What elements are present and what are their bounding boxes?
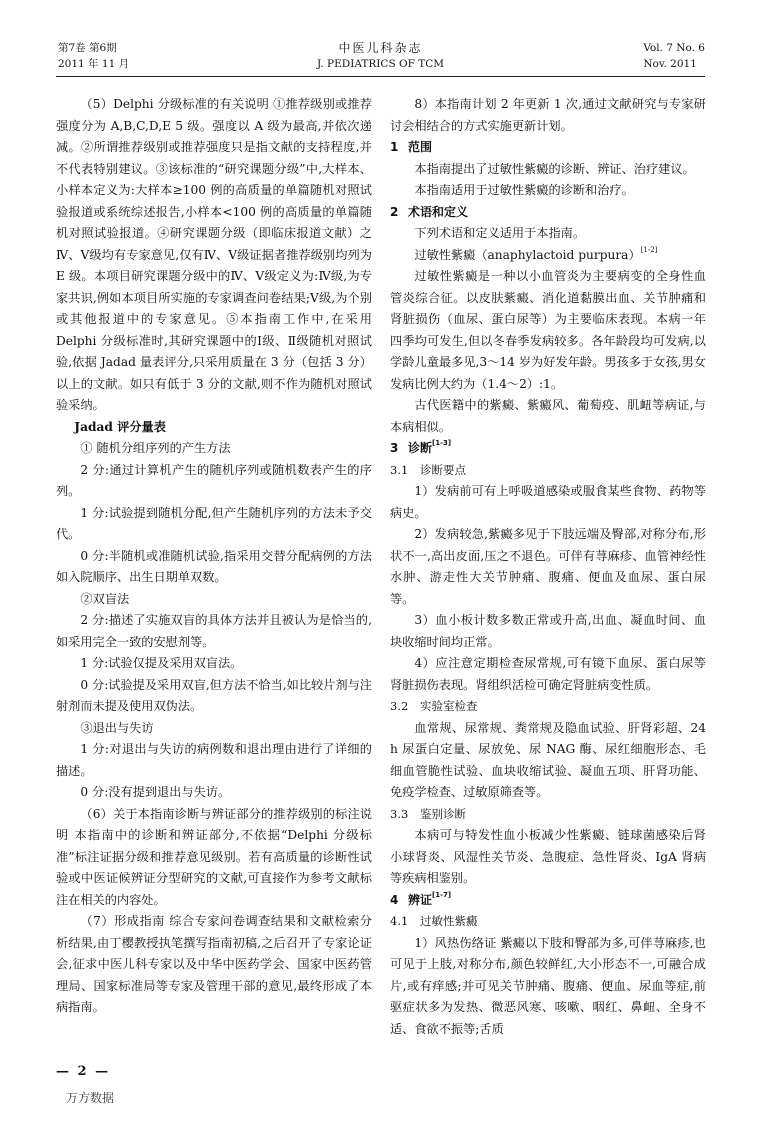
paragraph-update-plan: 8）本指南计划 2 年更新 1 次,通过文献研究与专家研讨会相结合的方式实施更新计划。 [390, 97, 706, 133]
subsection-number: 4.1 [390, 914, 409, 928]
section-number: 4 [390, 892, 399, 907]
subsection-heading-differential [390, 804, 706, 826]
section-number: 3 [390, 441, 399, 455]
jadad-item-3-score-0: 0 分:没有提到退出与失访。 [80, 785, 231, 799]
term-definition-heading [390, 245, 706, 267]
section-citation: [1-7] [432, 890, 452, 899]
paragraph-guideline-formation: （7）形成指南 综合专家问卷调查结果和文献检索分析结果,由丁樱教授执笔撰写指南初稿,之后召开了专家论证会,征求中医儿科专家以及中华中医药学会、国家中医药管理局、国家标准局等专家及管理干部的意见,最终形成了本病指南。 [56, 914, 372, 1014]
section-citation: [1-3] [432, 439, 452, 447]
jadad-scale-title: Jadad 评分量表 [74, 419, 166, 434]
subsection-title: 过敏性紫癜 [420, 914, 478, 928]
subsection-heading-allergic-purpura [390, 911, 706, 933]
jadad-item-1-score-2: 2 分:通过计算机产生的随机序列或随机数表产生的序列。 [56, 462, 372, 498]
section-title: 诊断 [408, 441, 433, 455]
subsection-number: 3.3 [390, 806, 409, 821]
section-heading-diagnosis [390, 438, 706, 460]
issue-date: 2011 年 11 月 [58, 58, 130, 70]
terms-paragraph-1: 下列术语和定义适用于本指南。 [414, 226, 586, 240]
subsection-title: 鉴别诊断 [420, 806, 466, 821]
section-heading-terms [390, 202, 706, 224]
terms-paragraph-3: 古代医籍中的紫癜、紫癜风、葡萄疫、肌衄等病证,与本病相似。 [390, 398, 706, 434]
source-watermark: 万方数据 [66, 1091, 115, 1105]
volume-issue: 第7卷 第6期 [58, 42, 117, 54]
section-title: 辨证 [408, 892, 433, 907]
diagnosis-point-3: 3）血小板计数多数正常或升高,出血、凝血时间、血块收缩时间均正常。 [390, 613, 706, 649]
header-rule [56, 76, 705, 77]
term-citation: [1-2] [640, 245, 658, 254]
page-number: — 2 — [56, 1064, 111, 1079]
jadad-item-2: ②双盲法 [80, 591, 130, 606]
diagnosis-point-1: 1）发病前可有上呼吸道感染或服食某些食物、药物等病史。 [390, 484, 706, 520]
scope-paragraph-1: 本指南提出了过敏性紫癜的诊断、辨证、治疗建议。 [414, 161, 695, 176]
section-number: 2 [390, 204, 399, 219]
section-title: 范围 [408, 140, 433, 154]
subsection-number: 3.1 [390, 462, 409, 477]
subsection-title: 实验室检查 [420, 699, 478, 713]
paragraph-diagnosis-grading-note: （6）关于本指南诊断与辨证部分的推荐级别的标注说明 本指南中的诊断和辨证部分,不依据“Delphi 分级标准”标注证据分级和推荐意见级别。若有高质量的诊断性试验或中医证候辨证分型研究的文献,可直接作为参考文献标注在相关的内容处。 [56, 806, 372, 907]
subsection-heading-diagnosis-points [390, 460, 706, 482]
right-column [390, 94, 706, 1040]
jadad-item-2-score-0: 0 分:试验提及采用双盲,但方法不恰当,如比较片剂与注射剂而未提及使用双伪法。 [56, 677, 372, 713]
diagnosis-point-2: 2）发病较急,紫癜多见于下肢远端及臀部,对称分布,形状不一,高出皮面,压之不退色。可伴有荨麻疹、血管神经性水肿、游走性大关节肿痛、腹痛、便血及血尿、蛋白尿等。 [390, 527, 706, 606]
issue-date-en: Nov. 2011 [643, 58, 697, 70]
jadad-item-3: ③退出与失访 [80, 720, 154, 735]
syndrome-wind-heat-paragraph: 1）风热伤络证 紫癜以下肢和臀部为多,可伴荨麻疹,也可见于上肢,对称分布,颜色较鲜红,大小形态不一,可融合成片,或有痒感;并可见关节肿痛、腹痛、便血、尿血等症,前驱症状多为发热、微恶风寒、咳嗽、咽红、鼻衄、全身不适、食欲不振等;舌质 [390, 935, 706, 1036]
jadad-item-1-score-0: 0 分:半随机或准随机试验,指采用交替分配病例的方法如入院顺序、出生日期单双数。 [56, 548, 372, 584]
differential-diagnosis-paragraph: 本病可与特发性血小板减少性紫癜、链球菌感染后肾小球肾炎、风湿性关节炎、急腹症、急性肾炎、IgA 肾病等疾病相鉴别。 [390, 828, 706, 885]
journal-title-cn: 中医儿科杂志 [338, 41, 423, 55]
section-heading-scope [390, 137, 706, 159]
subsection-title: 诊断要点 [420, 462, 466, 477]
journal-issue-info-en [643, 40, 705, 72]
section-number: 1 [390, 140, 399, 154]
jadad-item-2-score-2: 2 分:描述了实施双盲的具体方法并且被认为是恰当的,如采用完全一致的安慰剂等。 [56, 613, 372, 649]
jadad-item-1-score-1: 1 分:试验提到随机分配,但产生随机序列的方法未予交代。 [56, 505, 372, 541]
terms-paragraph-2: 过敏性紫癜是一种以小血管炎为主要病变的全身性血管炎综合征。以皮肤紫癜、消化道黏膜出血、关节肿痛和肾脏损伤（血尿、蛋白尿等）为主要临床表现。本病一年四季均可发生,但以冬春季发病较多。各年龄段均可发病,以学龄儿童最多见,3～14 岁为好发年龄。男孩多于女孩,男女发病比例大约为（1.4～2）:1。 [390, 269, 706, 391]
diagnosis-point-4: 4）应注意定期检查尿常规,可有镜下血尿、蛋白尿等肾脏损伤表现。肾组织活检可确定肾脏病变性质。 [390, 656, 706, 692]
jadad-item-3-score-1: 1 分:对退出与失访的病例数和退出理由进行了详细的描述。 [56, 742, 372, 778]
subsection-heading-lab-tests [390, 696, 706, 718]
jadad-item-2-score-1: 1 分:试验仅提及采用双盲法。 [80, 656, 243, 670]
scope-paragraph-2: 本指南适用于过敏性紫癜的诊断和治疗。 [414, 183, 634, 197]
term-name: 过敏性紫癜（anaphylactoid purpura） [414, 247, 641, 262]
jadad-item-1: ① 随机分组序列的产生方法 [80, 441, 231, 455]
lab-tests-paragraph: 血常规、尿常规、粪常规及隐血试验、肝肾彩超、24 h 尿蛋白定量、尿放免、尿 NAG 酶、尿红细胞形态、毛细血管脆性试验、血块收缩试验、凝血五项、肝肾功能、免疫学检查、过敏原筛查等。 [390, 720, 706, 799]
journal-title-en: J. PEDIATRICS OF TCM [316, 58, 444, 70]
paragraph-delphi-notes: （5）Delphi 分级标准的有关说明 ①推荐级别或推荐强度分为 A,B,C,D,E 5 级。强度以 A 级为最高,并依次递减。②所谓推荐级别或推荐强度只是指文献的支持程度,并不代表特别建议。③该标准的“研究课题分级”中,大样本、小样本定义为:大样本≥100 例的高质量的单篇随机对照试验报道或系统综述报告,小样本<100 例的高质量的单篇随机对照试验报道。④研究课题分级（即临床报道文献）之Ⅳ、Ⅴ级均有专家意见,仅有Ⅳ、Ⅴ级证据者推荐级别均列为 E 级。本项目研究课题分级中的Ⅳ、Ⅴ级定义为:Ⅳ级,为专家共识,例如本项目所实施的专家调查问卷结果;Ⅴ级,为个别或其他报道中的专家意见。⑤本指南工作中,在采用 Delphi 分级标准时,其研究课题中的Ⅰ级、Ⅱ级随机对照试验,依据 Jadad 量表评分,只采用质量在 3 分（包括 3 分）以上的文献。如只有低于 3 分的文献,则不作为随机对照试验采纳。 [56, 97, 372, 412]
section-title: 术语和定义 [408, 204, 469, 219]
section-heading-syndrome-differentiation [390, 890, 706, 912]
left-column [56, 94, 372, 1019]
subsection-number: 3.2 [390, 699, 409, 713]
volume-issue-en: Vol. 7 No. 6 [643, 42, 705, 54]
